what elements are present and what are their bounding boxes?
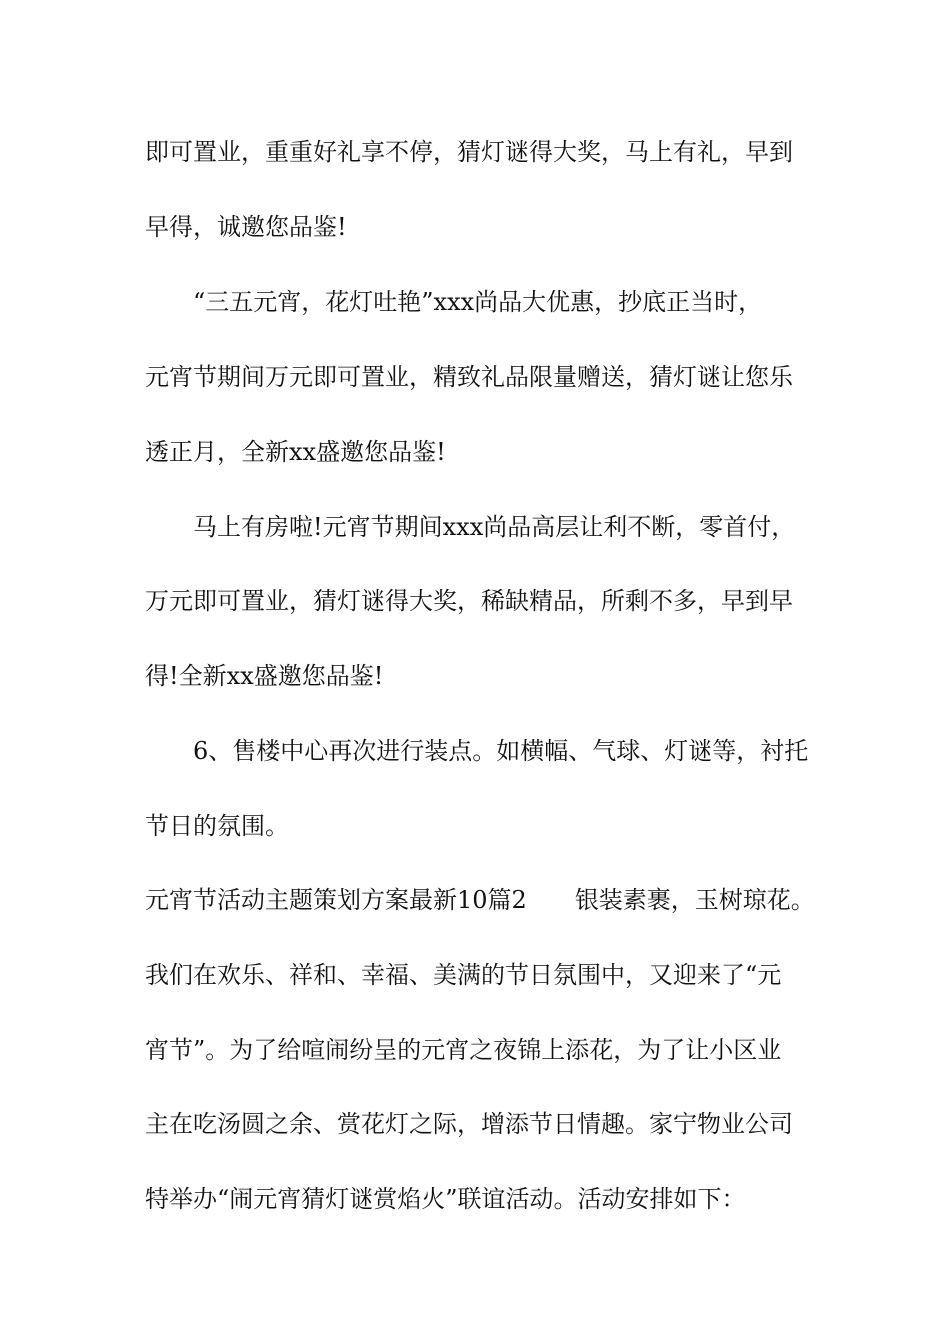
text-line-9: 6、售楼中心再次进行装点。如横幅、气球、灯谜等，衬托 bbox=[193, 737, 809, 765]
section-opening-text: 银装素裹，玉树琼花。 bbox=[574, 886, 815, 914]
text-line-4: 元宵节期间万元即可置业，精致礼品限量赠送，猜灯谜让您乐 bbox=[145, 363, 793, 391]
text-line-2: 早得，诚邀您品鉴! bbox=[145, 213, 347, 241]
text-line-14: 主在吃汤圆之余、赏花灯之际，增添节日情趣。家宁物业公司 bbox=[145, 1110, 793, 1138]
text-line-1: 即可置业，重重好礼享不停，猜灯谜得大奖，马上有礼，早到 bbox=[145, 138, 793, 166]
text-line-10: 节日的氛围。 bbox=[145, 812, 289, 840]
section-heading-line bbox=[145, 884, 815, 916]
text-line-12: 我们在欢乐、祥和、幸福、美满的节日氛围中，又迎来了“元 bbox=[145, 961, 782, 989]
text-line-3: “三五元宵，花灯吐艳”xxx尚品大优惠，抄底正当时， bbox=[193, 288, 763, 316]
text-line-13: 宵节”。为了给喧闹纷呈的元宵之夜锦上添花，为了让小区业 bbox=[145, 1036, 782, 1064]
text-line-7: 万元即可置业，猜灯谜得大奖，稀缺精品，所剩不多，早到早 bbox=[145, 587, 793, 615]
text-line-8: 得!全新xx盛邀您品鉴! bbox=[145, 662, 384, 690]
section-heading: 元宵节活动主题策划方案最新10篇2 bbox=[145, 886, 527, 914]
text-line-15: 特举办“闹元宵猜灯谜赏焰火”联谊活动。活动安排如下： bbox=[145, 1185, 746, 1213]
text-line-5: 透正月，全新xx盛邀您品鉴! bbox=[145, 438, 446, 466]
text-line-6: 马上有房啦!元宵节期间xxx尚品高层让利不断，零首付， bbox=[193, 513, 796, 541]
